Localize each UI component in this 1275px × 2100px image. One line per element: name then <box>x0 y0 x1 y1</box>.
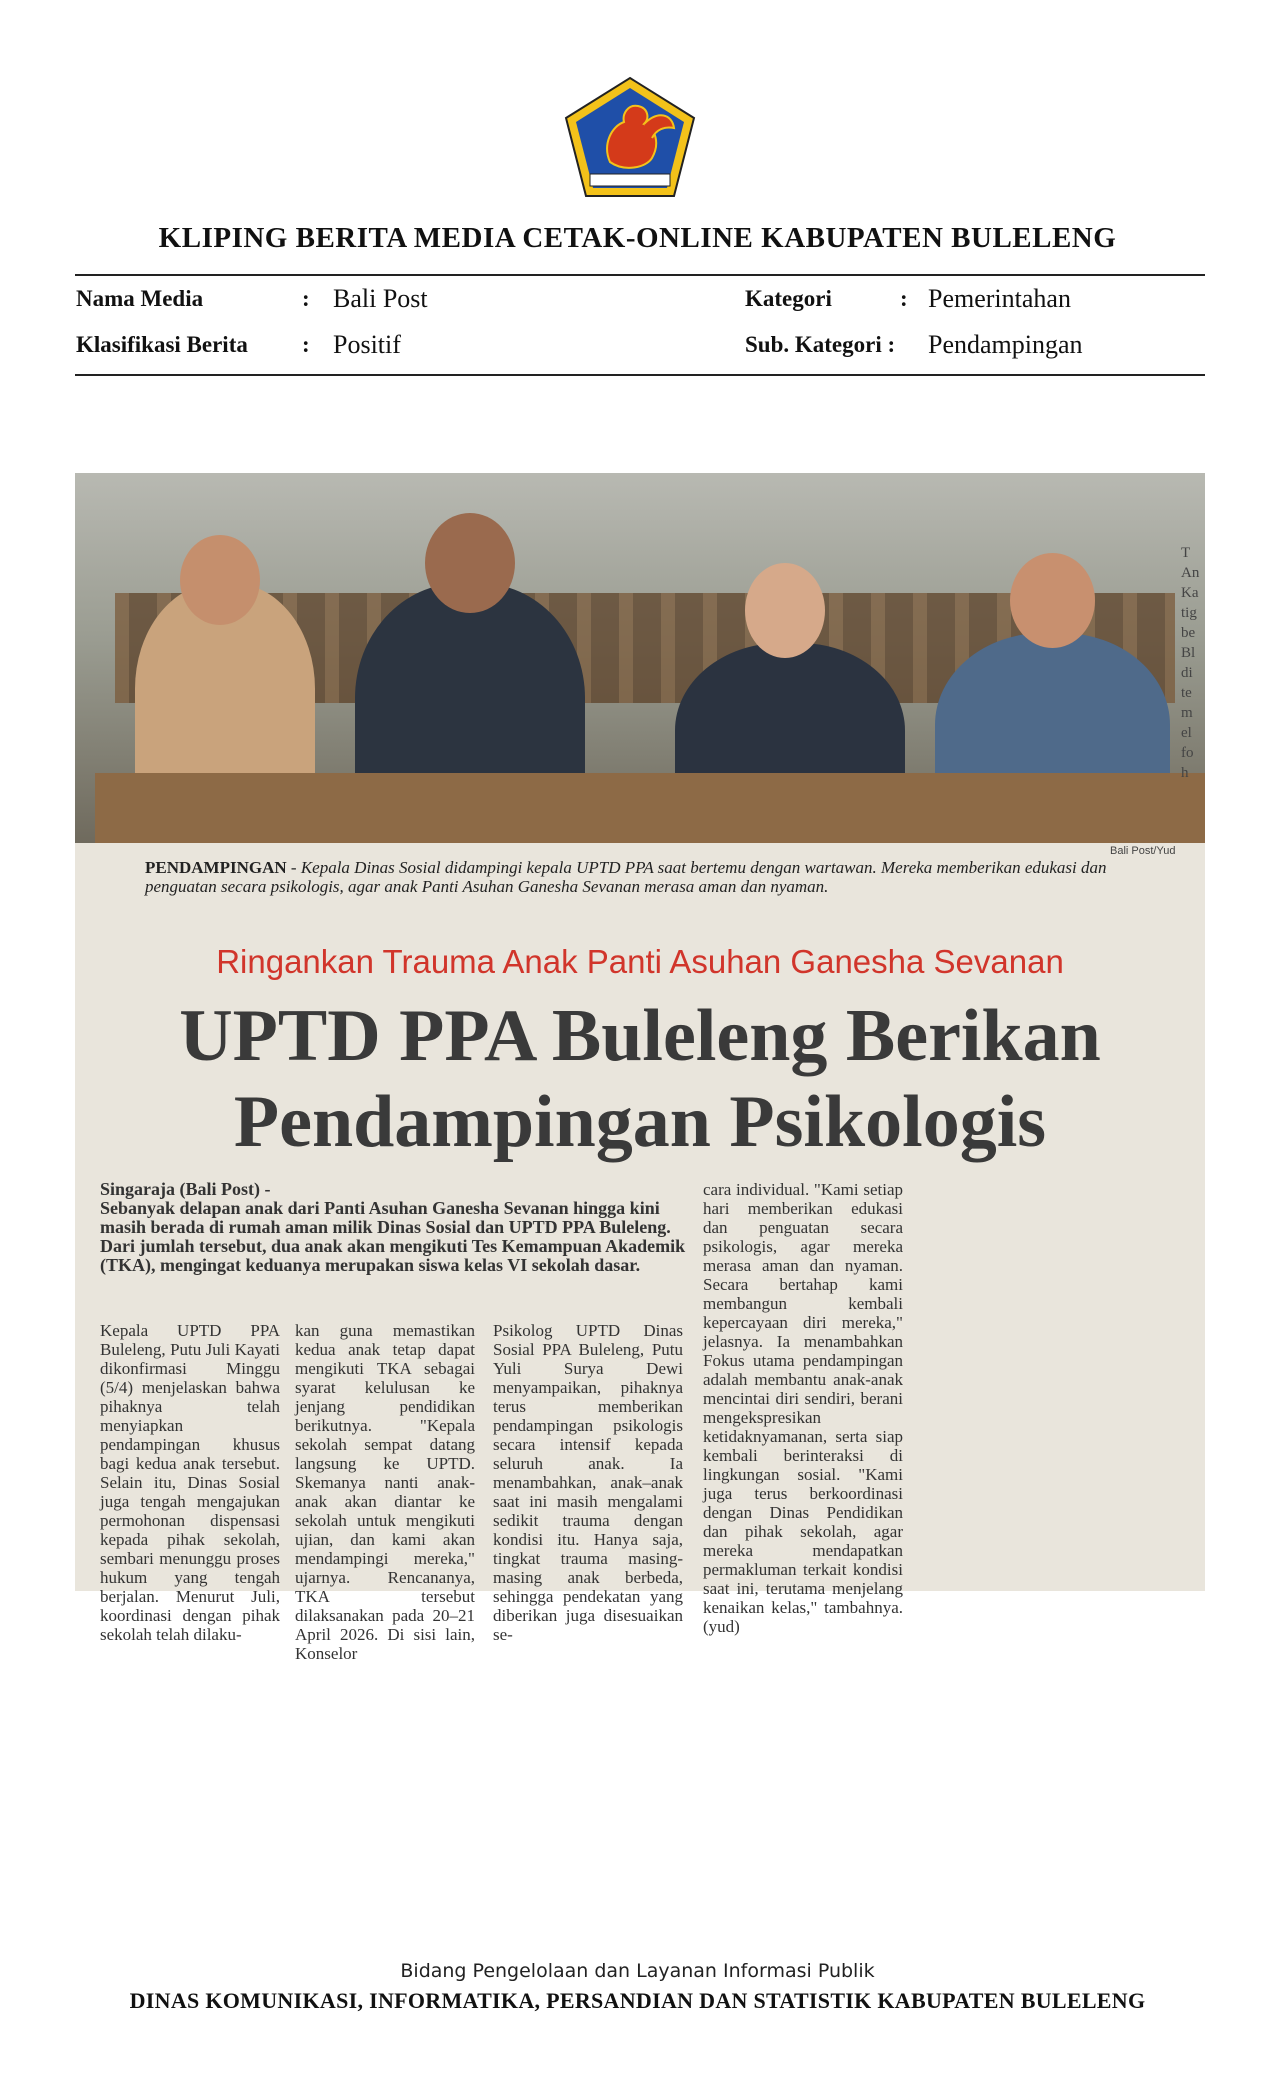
caption-text: - Kepala Dinas Sosial didampingi kepala UPTD PPA saat bertemu dengan wartawan. Mereka memberikan edukasi dan penguatan secara psikologis, agar anak Panti Asuhan Ganesha Sevanan merasa aman dan nyaman. <box>145 858 1107 896</box>
klasifikasi-label: Klasifikasi Berita <box>76 332 248 357</box>
article-kicker: Ringankan Trauma Anak Panti Asuhan Ganesha Sevanan <box>216 943 1064 980</box>
footer-agency: DINAS KOMUNIKASI, INFORMATIKA, PERSANDIAN DAN STATISTIK KABUPATEN BULELENG <box>129 1988 1146 2013</box>
sub-kategori-value: Pendampingan <box>928 330 1083 359</box>
photo-person-4-head <box>1010 553 1095 648</box>
kabupaten-buleleng-emblem <box>562 74 698 200</box>
article-column-4: cara individual. "Kami setiap hari memberikan edukasi dan penguatan secara psikologis, agar mereka merasa aman dan nyaman. Secara bertahap kami membangun kembali kepercayaan diri mereka," jelasnya. Ia menambahkan Fokus utama pendampingan adalah membantu anak-anak mencintai diri sendiri, berani mengekspresikan ketidaknyamanan, serta siap kembali berinteraksi di lingkungan sosial. "Kami juga terus berkoordinasi dengan Dinas Pendidikan dan pihak sekolah, agar mereka mendapatkan permakluman terkait kondisi saat ini, terutama menjelang kenaikan kelas," tambahnya. (yud) <box>703 1180 903 1636</box>
adjacent-article-fragment: T An Ka tig be Bl di te m el fo h <box>1181 545 1200 781</box>
photo-person-3-head <box>745 563 825 658</box>
sub-kategori-label: Sub. Kategori : <box>745 332 896 357</box>
photo-table <box>95 773 1205 843</box>
article-column-3: Psikolog UPTD Dinas Sosial PPA Buleleng, Putu Yuli Surya Dewi menyampaikan, pihaknya terus memberikan pendampingan psikologis secara intensif kepada seluruh anak. Ia menambahkan, anak–anak saat ini masih mengalami sedikit trauma dengan kondisi itu. Hanya saja, tingkat trauma masing-masing anak berbeda, sehingga pendekatan yang diberikan juga disesuaikan se- <box>493 1321 683 1644</box>
photo-person-1-head <box>180 535 260 625</box>
newspaper-clipping <box>75 473 1205 1663</box>
nama-media-label: Nama Media <box>76 286 204 311</box>
klasifikasi-colon: : <box>302 332 310 357</box>
caption-lead: PENDAMPINGAN <box>145 858 287 877</box>
article-photo <box>75 473 1205 843</box>
kategori-colon: : <box>900 286 908 311</box>
article-dateline: Singaraja (Bali Post) - <box>100 1179 271 1199</box>
header-rule-bottom <box>75 374 1205 376</box>
article-column-1: Kepala UPTD PPA Buleleng, Putu Juli Kayati dikonfirmasi Minggu (5/4) menjelaskan bahwa pihaknya telah menyiapkan pendampingan khusus bagi kedua anak tersebut. Selain itu, Dinas Sosial juga tengah mengajukan permohonan dispensasi kepada pihak sekolah, sembari menunggu proses hukum yang tengah berjalan. Menurut Juli, koordinasi dengan pihak sekolah telah dilaku- <box>100 1321 280 1644</box>
nama-media-value: Bali Post <box>333 284 428 313</box>
nama-media-colon: : <box>302 286 310 311</box>
article-lead-text: Sebanyak delapan anak dari Panti Asuhan Ganesha Sevanan hingga kini masih berada di rumah aman milik Dinas Sosial dan UPTD PPA Buleleng. Dari jumlah tersebut, dua anak akan mengikuti Tes Kemampuan Akademik (TKA), mengingat keduanya merupakan siswa kelas VI sekolah dasar. <box>100 1198 686 1275</box>
headline-line-2: Pendampingan Psikologis <box>233 1081 1047 1163</box>
klasifikasi-value: Positif <box>333 330 401 359</box>
article-column-2: kan guna memastikan kedua anak tetap dapat mengikuti TKA sebagai syarat kelulusan ke jenjang pendidikan berikutnya. "Kepala sekolah sempat datang langsung ke UPTD. Skemanya nanti anak-anak akan diantar ke sekolah untuk mengikuti ujian, dan kami akan mendampingi mereka," ujarnya. Rencananya, TKA tersebut dilaksanakan pada 20–21 April 2026. Di sisi lain, Konselor <box>295 1321 475 1663</box>
kategori-value: Pemerintahan <box>928 284 1071 313</box>
article-lead <box>100 1180 690 1275</box>
photo-credit: Bali Post/Yud <box>1110 845 1176 857</box>
document-title: KLIPING BERITA MEDIA CETAK-ONLINE KABUPATEN BULELENG <box>158 222 1117 254</box>
headline-line-1: UPTD PPA Buleleng Berikan <box>179 995 1101 1077</box>
photo-person-2-head <box>425 513 515 613</box>
kategori-label: Kategori <box>745 286 832 311</box>
footer-division: Bidang Pengelolaan dan Layanan Informasi Publik <box>400 1960 875 1982</box>
header-rule-top <box>75 274 1205 276</box>
photo-caption <box>145 858 1160 896</box>
article-headline <box>75 993 1205 1165</box>
